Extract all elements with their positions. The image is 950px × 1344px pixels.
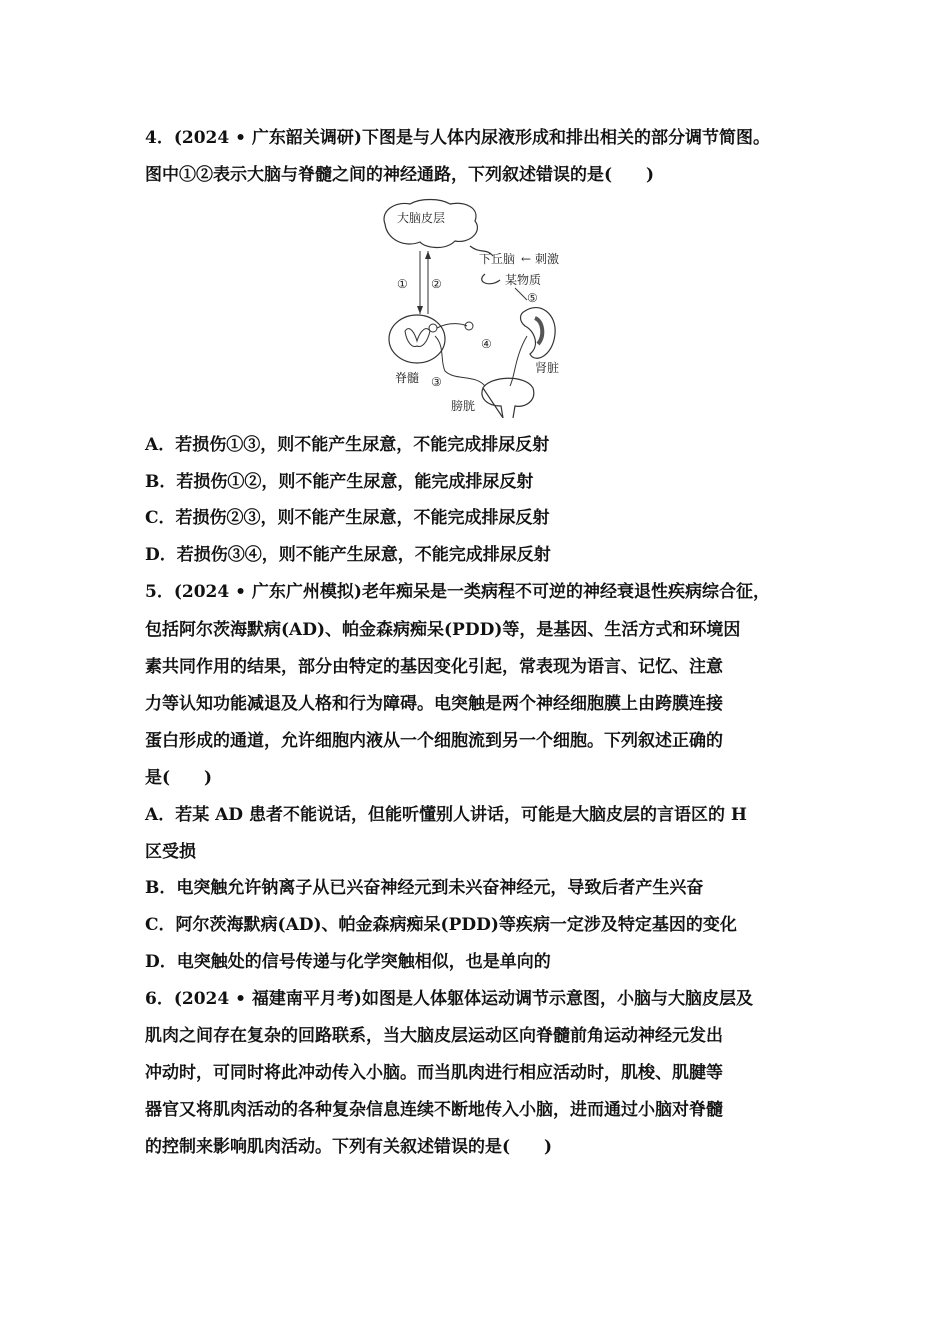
q5-line2: 包括阿尔茨海默病(AD)、帕金森病痴呆(PDD)等，是基因、生活方式和环境因 [145,620,741,640]
q5-option-a-cont: 区受损 [145,842,196,862]
label-2: ② [431,277,442,291]
bladder-label: 膀胱 [451,399,476,413]
q5-source: (2024 • 广东广州模拟) [173,582,362,602]
stimulus-label: 刺激 [535,252,560,266]
urination-diagram-svg [375,196,580,418]
q4-stem: 下图是与人体内尿液形成和排出相关的部分调节简图。 [361,128,770,148]
q5-option-a: A．若某 AD 患者不能说话，但能听懂别人讲话，可能是大脑皮层的言语区的 H [145,805,747,825]
q5-line1 [145,580,770,604]
q4-option-b: B．若损伤①②，则不能产生尿意，能完成排尿反射 [145,472,534,492]
bladder-shape [482,378,534,418]
q5-option-c: C．阿尔茨海默病(AD)、帕金森病痴呆(PDD)等疾病一定涉及特定基因的变化 [145,915,737,935]
q4-option-c: C．若损伤②③，则不能产生尿意，不能完成排尿反射 [145,508,550,528]
kidney-shape [521,308,556,359]
q6-line3: 冲动时，可同时将此冲动传入小脑。而当肌肉进行相应活动时，肌梭、肌腱等 [145,1063,723,1083]
q6-number: 6． [145,989,174,1009]
q5-line6: 是( ) [145,768,213,788]
q4-source: (2024 • 广东韶关调研) [173,128,362,148]
q6-line2: 肌肉之间存在复杂的回路联系，当大脑皮层运动区向脊髓前角运动神经元发出 [145,1026,723,1046]
label-4: ④ [481,337,492,351]
q5-line3: 素共同作用的结果，部分由特定的基因变化引起，常表现为语言、记忆、注意 [145,657,723,677]
q5-line5: 蛋白形成的通道，允许细胞内液从一个细胞流到另一个细胞。下列叙述正确的 [145,731,723,751]
q6-source: (2024 • 福建南平月考) [173,989,362,1009]
q6-line1 [145,987,753,1011]
q5-option-d: D．电突触处的信号传递与化学突触相似，也是单向的 [145,952,551,972]
q6-line5: 的控制来影响肌肉活动。下列有关叙述错误的是( ) [145,1137,553,1157]
stimulus-arrow: ← [521,252,532,266]
pituitary-shape [482,274,500,284]
q5-number: 5． [145,582,174,602]
substance-label: 某物质 [505,273,542,287]
q4-option-d: D．若损伤③④，则不能产生尿意，不能完成排尿反射 [145,545,551,565]
q6-stem: 如图是人体躯体运动调节示意图，小脑与大脑皮层及 [361,989,753,1009]
cortex-label: 大脑皮层 [397,211,446,225]
q4-option-a: A．若损伤①③，则不能产生尿意，不能完成排尿反射 [145,435,550,455]
spinal-label: 脊髓 [395,371,420,385]
q5-option-b: B．电突触允许钠离子从已兴奋神经元到未兴奋神经元，导致后者产生兴奋 [145,878,704,898]
label-5: ⑤ [527,291,538,305]
q6-line4: 器官又将肌肉活动的各种复杂信息连续不断地传入小脑，进而通过小脑对脊髓 [145,1100,723,1120]
kidney-label: 肾脏 [535,361,560,375]
q5-stem: 老年痴呆是一类病程不可逆的神经衰退性疾病综合征， [361,582,770,602]
spinal-shape [389,315,445,363]
q4-number: 4． [145,128,174,148]
label-3: ③ [431,375,442,389]
urination-diagram [375,196,580,418]
hypothalamus-label: 下丘脑 [479,252,516,266]
q4-line1 [145,126,770,150]
q5-line4: 力等认知功能减退及人格和行为障碍。电突触是两个神经细胞膜上由跨膜连接 [145,694,723,714]
label-1: ① [397,277,408,291]
q4-line2: 图中①②表示大脑与脊髓之间的神经通路，下列叙述错误的是( ) [145,165,655,185]
